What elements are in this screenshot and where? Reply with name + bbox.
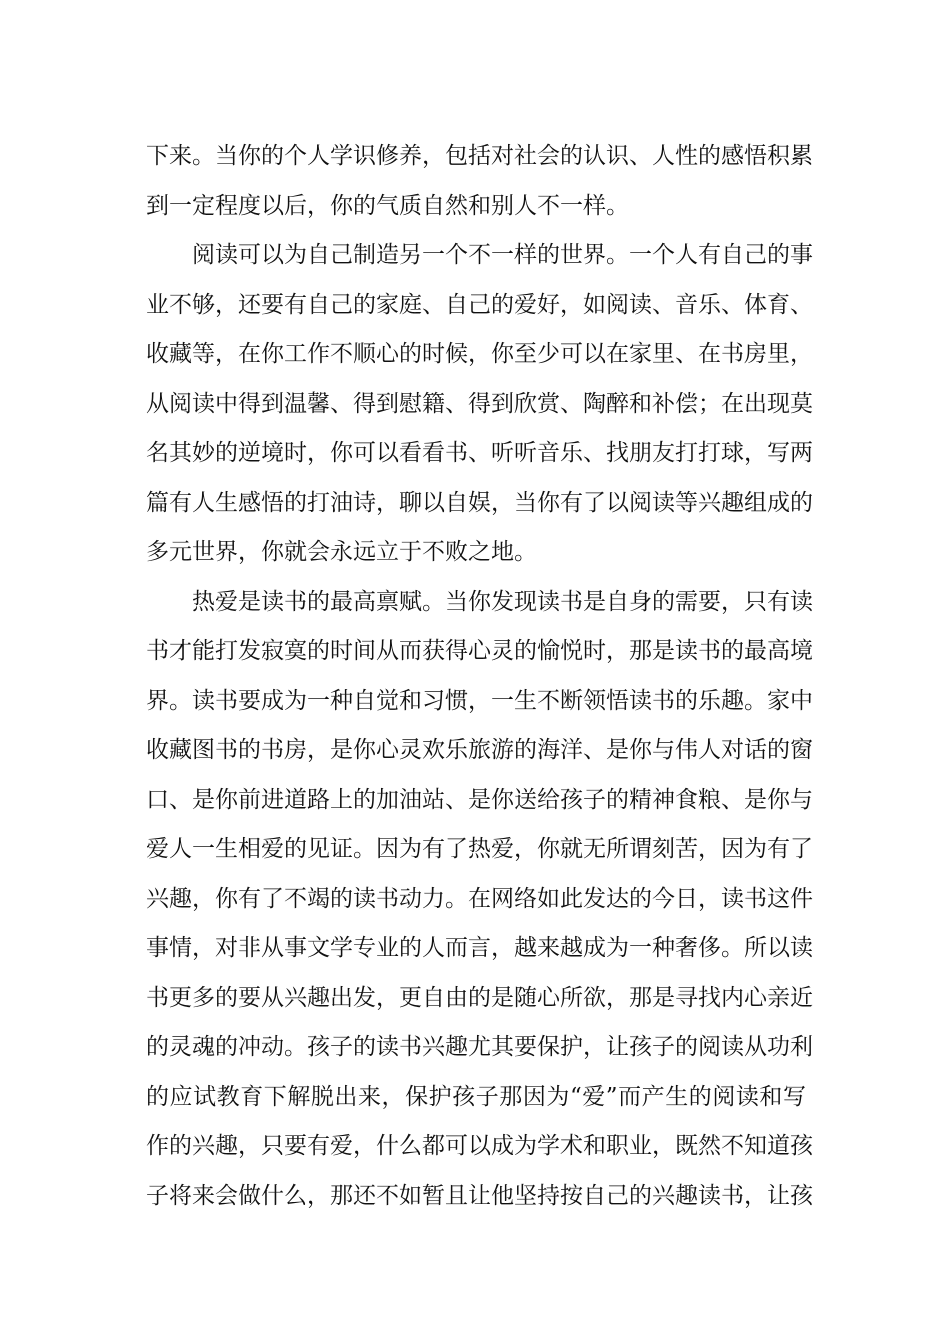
- text-line: 的应试教育下解脱出来，保护孩子那因为“爱”而产生的阅读和写: [146, 1083, 806, 1110]
- text-line: 口、是你前进道路上的加油站、是你送给孩子的精神食粮、是你与: [146, 786, 813, 813]
- body-text: [146, 132, 813, 1221]
- text-line: 作的兴趣，只要有爱，什么都可以成为学术和职业，既然不知道孩: [146, 1133, 813, 1159]
- text-line: 阅读可以为自己制造另一个不一样的世界。一个人有自己的事: [192, 242, 813, 268]
- text-line: 到一定程度以后，你的气质自然和别人不一样。: [146, 192, 629, 219]
- text-line: 爱人一生相爱的见证。因为有了热爱，你就无所谓刻苦，因为有了: [146, 836, 813, 862]
- text-line: 界。读书要成为一种自觉和习惯，一生不断领悟读书的乐趣。家中: [146, 687, 813, 714]
- text-line: 子将来会做什么，那还不如暂且让他坚持按自己的兴趣读书，让孩: [146, 1182, 813, 1209]
- text-line: 书才能打发寂寞的时间从而获得心灵的愉悦时，那是读书的最高境: [146, 638, 813, 664]
- text-line: 名其妙的逆境时，你可以看看书、听听音乐、找朋友打打球，写两: [146, 440, 813, 466]
- text-line: 热爱是读书的最高禀赋。当你发现读书是自身的需要，只有读: [192, 588, 813, 615]
- text-line: 书更多的要从兴趣出发，更自由的是随心所欲，那是寻找内心亲近: [146, 984, 813, 1011]
- text-line: 业不够，还要有自己的家庭、自己的爱好，如阅读、音乐、体育、: [146, 291, 813, 318]
- text-line: 收藏图书的书房，是你心灵欢乐旅游的海洋、是你与伟人对话的窗: [146, 737, 813, 763]
- text-line: 的灵魂的冲动。孩子的读书兴趣尤其要保护，让孩子的阅读从功利: [146, 1034, 813, 1060]
- text-line: 收藏等，在你工作不顺心的时候，你至少可以在家里、在书房里，: [146, 341, 813, 367]
- text-line: 从阅读中得到温馨、得到慰籍、得到欣赏、陶醉和补偿；在出现莫: [146, 390, 813, 417]
- text-line: 事情，对非从事文学专业的人而言，越来越成为一种奢侈。所以读: [146, 935, 813, 961]
- text-line: 篇有人生感悟的打油诗，聊以自娱，当你有了以阅读等兴趣组成的: [146, 489, 813, 516]
- text-line: 兴趣，你有了不竭的读书动力。在网络如此发达的今日，读书这件: [146, 885, 813, 912]
- text-line: 多元世界，你就会永远立于不败之地。: [146, 539, 537, 565]
- text-line: 下来。当你的个人学识修养，包括对社会的认识、人性的感悟积累: [146, 143, 813, 169]
